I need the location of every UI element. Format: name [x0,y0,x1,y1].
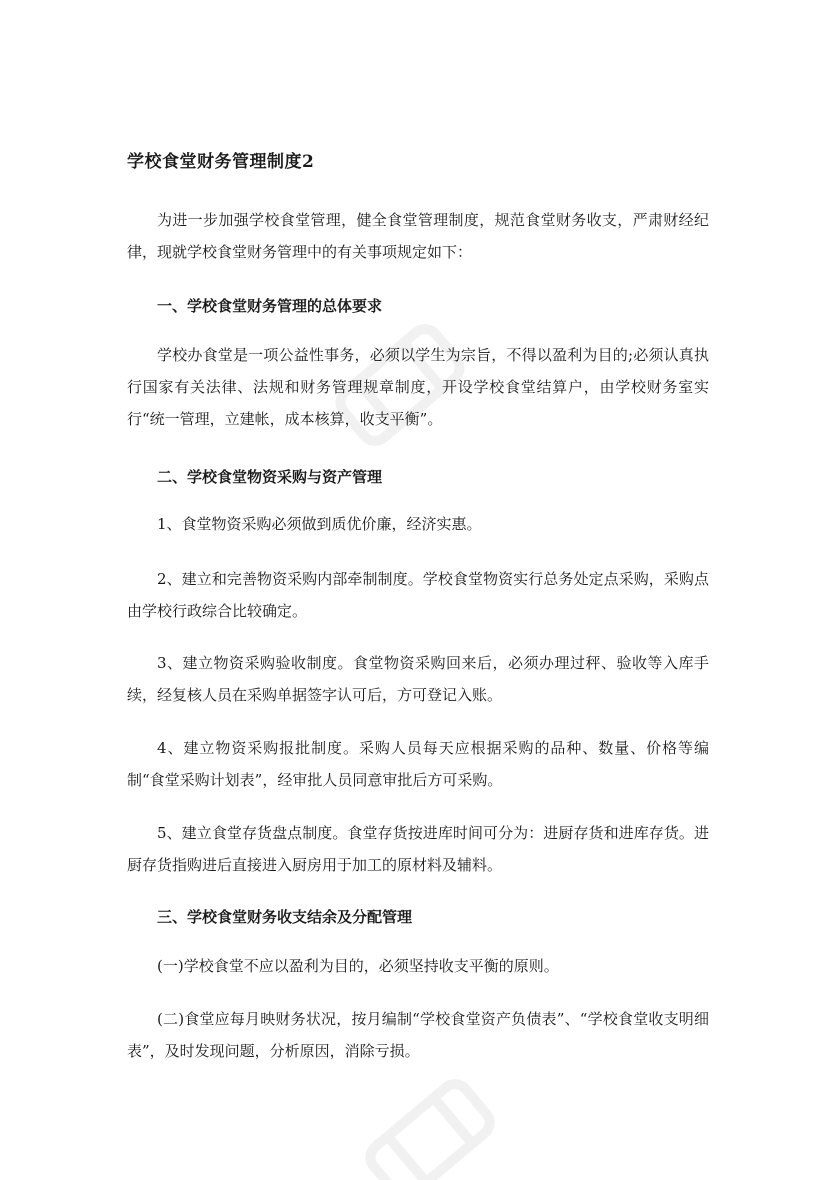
section-1-paragraph: 学校办食堂是一项公益性事务，必须以学生为宗旨，不得以盈利为目的;必须认真执行国家有关法律、法规和财务管理规章制度，开设学校食堂结算户，由学校财务室实行“统一管理，立建帐，成本核算，收支平衡”。 [127,346,709,428]
list-item: 5、建立食堂存货盘点制度。食堂存货按进库时间可分为：进厨存货和进库存货。进厨存货指购进后直接进入厨房用于加工的原材料及辅料。 [127,824,709,874]
document-title: 学校食堂财务管理制度2 [127,152,315,172]
list-item: (二)食堂应每月映财务状况，按月编制“学校食堂资产负债表”、“学校食堂收支明细表”，及时发现问题，分析原因，消除亏损。 [127,1010,709,1060]
section-1-heading: 一、学校食堂财务管理的总体要求 [157,297,383,315]
list-item: 3、建立物资采购验收制度。食堂物资采购回来后，必须办理过秤、验收等入库手续，经复核人员在采购单据签字认可后，方可登记入账。 [127,654,709,704]
intro-paragraph: 为进一步加强学校食堂管理，健全食堂管理制度，规范食堂财务收支，严肃财经纪律，现就学校食堂财务管理中的有关事项规定如下： [127,211,709,261]
section-3-heading: 三、学校食堂财务收支结余及分配管理 [157,908,413,926]
list-item: (一)学校食堂不应以盈利为目的，必须坚持收支平衡的原则。 [157,957,559,975]
list-item: 2、建立和完善物资采购内部牵制制度。学校食堂物资实行总务处定点采购，采购点由学校行政综合比较确定。 [127,570,709,620]
list-item: 1、食堂物资采购必须做到质优价廉，经济实惠。 [157,515,482,533]
list-item: 4、建立物资采购报批制度。采购人员每天应根据采购的品种、数量、价格等编制“食堂采购计划表”，经审批人员同意审批后方可采购。 [127,739,709,789]
section-2-heading: 二、学校食堂物资采购与资产管理 [157,468,383,486]
